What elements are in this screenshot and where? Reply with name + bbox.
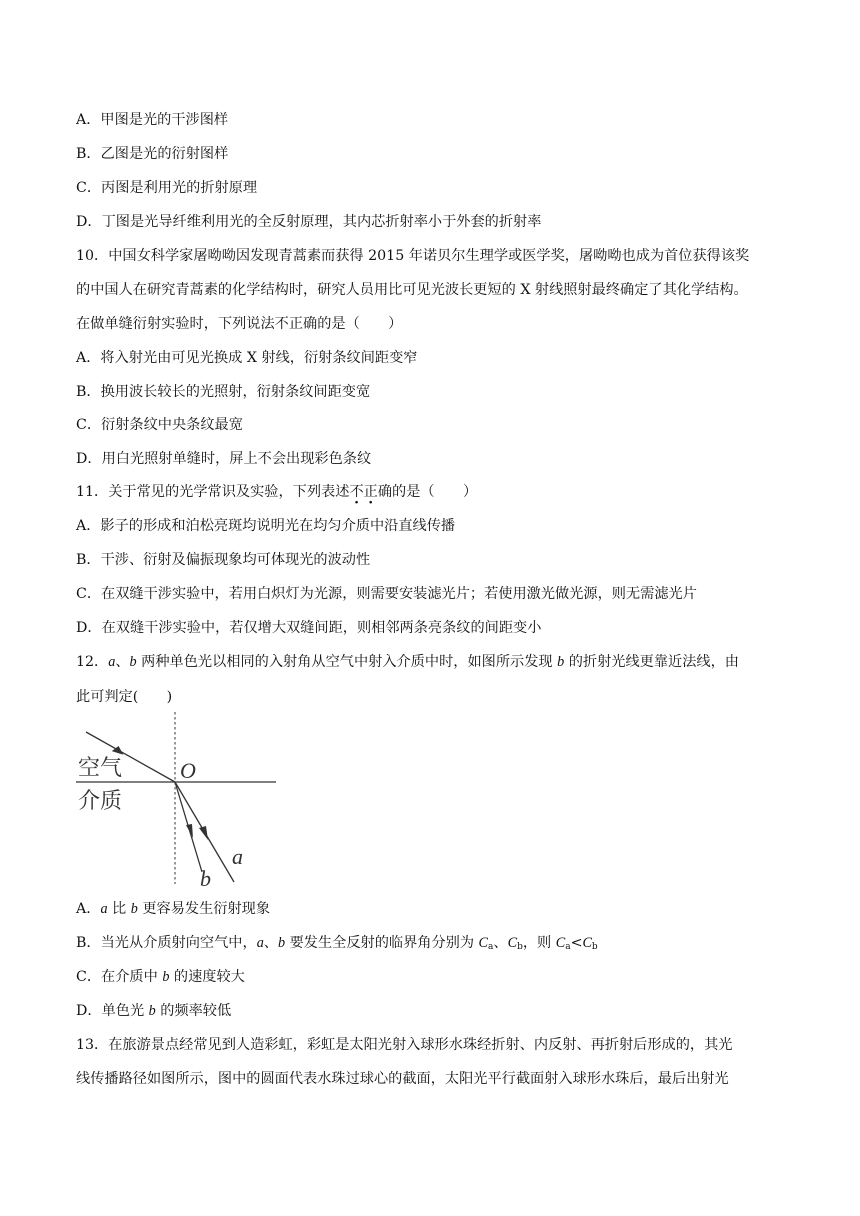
q12-stem-line2: 此可判定( ): [76, 689, 173, 705]
q9-option-b: B．乙图是光的衍射图样: [76, 146, 229, 162]
text: 要发生全反射的临界角分别为: [285, 935, 479, 951]
q11-emphasis-zheng: 正: [363, 484, 378, 500]
q9-option-d: D．丁图是光导纤维利用光的全反射原理，其内芯折射率小于外套的折射率: [76, 214, 542, 230]
text: ，则: [522, 935, 556, 951]
var-c: C: [555, 935, 566, 951]
var-c: C: [478, 935, 489, 951]
text: D．单色光: [76, 1003, 149, 1019]
separator: 、: [263, 935, 278, 951]
label-medium: 介质: [78, 789, 123, 814]
q10-option-c: C．衍射条纹中央条纹最宽: [76, 417, 243, 433]
label-air: 空气: [78, 756, 123, 781]
text: 的速度较大: [169, 969, 245, 985]
text: C．在介质中: [76, 969, 163, 985]
label-ray-b: b: [200, 866, 211, 890]
q9-option-a: A．甲图是光的干涉图样: [76, 112, 229, 128]
label-point-o: O: [180, 758, 196, 783]
subscript-b: b: [517, 942, 523, 952]
var-b: b: [557, 654, 565, 670]
var-a: a: [256, 935, 264, 951]
text: B．当光从介质射向空气中，: [76, 935, 257, 951]
q10-option-d: D．用白光照射单缝时，屏上不会出现彩色条纹: [76, 451, 372, 467]
q10-option-b: B．换用波长较长的光照射，衍射条纹间距变宽: [76, 384, 371, 400]
q13-stem-line1: 13．在旅游景点经常见到人造彩虹，彩虹是太阳光射入球形水珠经折射、内反射、再折射后形成的，其光: [76, 1037, 733, 1053]
q11-emphasis-bu: 不: [349, 484, 364, 500]
separator: 、: [493, 935, 508, 951]
q10-stem-line2: 的中国人在研究青蒿素的化学结构时，研究人员用比可见光波长更短的 X 射线照射最终确定了其化学结构。: [76, 282, 748, 298]
var-b: b: [277, 935, 286, 951]
var-b: b: [148, 1003, 156, 1019]
q12-option-d: [76, 1001, 231, 1021]
q12-option-b: [76, 933, 598, 957]
incident-arrow: [112, 745, 125, 755]
subscript-b: b: [591, 942, 598, 952]
text: 比: [107, 901, 131, 917]
less-than: <: [570, 935, 583, 951]
option-letter-a: A．: [76, 901, 101, 917]
text: 更容易发生衍射现象: [137, 901, 271, 917]
q10-stem-line3: 在做单缝衍射实验时，下列说法不正确的是（ ）: [76, 316, 403, 332]
q13-stem-line2: 线传播路径如图所示，图中的圆面代表水珠过球心的截面，太阳光平行截面射入球形水珠后，最后出射光: [76, 1071, 729, 1087]
q11-option-a: A．影子的形成和泊松亮斑均说明光在均匀介质中沿直线传播: [76, 518, 456, 534]
var-b: b: [162, 969, 170, 985]
var-c: C: [582, 935, 592, 951]
q12-stem-line1: [76, 652, 739, 672]
var-b: b: [130, 901, 138, 917]
q11-option-c: C．在双缝干涉实验中，若用白炽灯为光源，则需要安装滤光片；若使用激光做光源，则无需滤光片: [76, 586, 697, 602]
q12-stem-end: 的折射光线更靠近法线，由: [564, 654, 739, 670]
q10-option-a: A．将入射光由可见光换成 X 射线，衍射条纹间距变窄: [76, 350, 418, 366]
q10-stem-line1: 10．中国女科学家屠呦呦因发现青蒿素而获得 2015 年诺贝尔生理学或医学奖，屠呦呦也成为首位获得该奖: [76, 248, 750, 264]
var-a: a: [100, 901, 108, 917]
refraction-diagram: [76, 712, 280, 890]
subscript-a: a: [488, 942, 494, 952]
q12-option-a: [76, 899, 270, 919]
ray-a-arrow: [199, 826, 208, 840]
q9-option-c: C．丙图是利用光的折射原理: [76, 180, 258, 196]
label-ray-a: a: [232, 844, 243, 869]
q11-option-b: B．干涉、衍射及偏振现象均可体现光的波动性: [76, 552, 371, 568]
q12-option-c: [76, 967, 245, 987]
q11-stem: [76, 482, 477, 502]
subscript-a: a: [565, 942, 571, 952]
separator: 、: [115, 654, 130, 670]
q11-stem-post: 确的是（ ）: [377, 484, 478, 500]
var-b: b: [129, 654, 137, 670]
ray-b-arrow: [186, 824, 193, 838]
q12-stem-mid: 两种单色光以相同的入射角从空气中射入介质中时，如图所示发现: [136, 654, 558, 670]
q11-option-d: D．在双缝干涉实验中，若仅增大双缝间距，则相邻两条亮条纹的间距变小: [76, 620, 542, 636]
q11-stem-pre: 11．关于常见的光学常识及实验，下列表述: [76, 484, 350, 500]
text: 的频率较低: [155, 1003, 232, 1019]
var-c: C: [507, 935, 518, 951]
var-a: a: [108, 654, 116, 670]
q12-number: 12．: [76, 654, 109, 670]
